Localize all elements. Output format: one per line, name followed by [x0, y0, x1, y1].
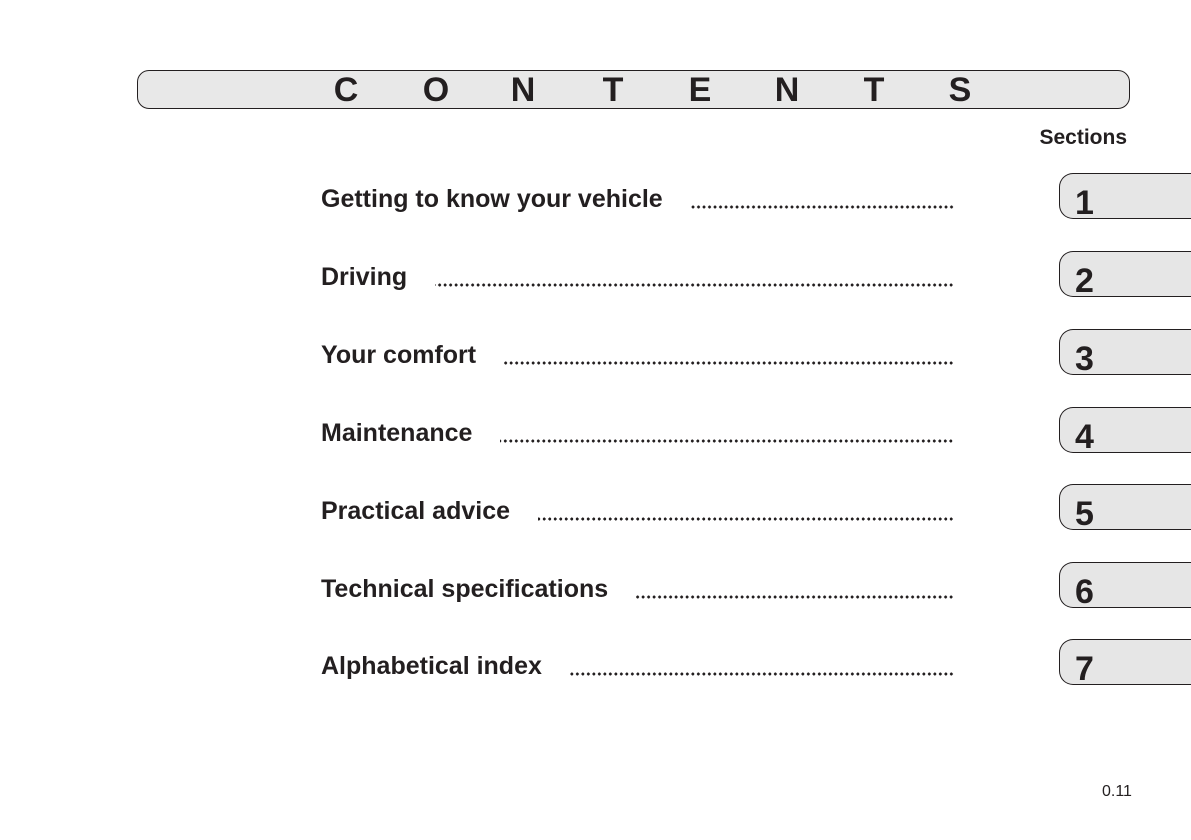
section-tab-number: 7: [1075, 650, 1094, 688]
banner-letter: N: [774, 71, 800, 109]
dot-leader: [538, 517, 954, 521]
toc-entry-title: Alphabetical index: [321, 652, 542, 680]
section-tab-number: 4: [1075, 418, 1094, 456]
toc-entry-title: Technical specifications: [321, 575, 609, 603]
banner-letter: O: [422, 71, 450, 109]
dot-leader: [435, 283, 954, 287]
section-tab-number: 6: [1075, 573, 1094, 611]
section-tab-number: 3: [1075, 340, 1094, 378]
toc-entry-title: Getting to know your vehicle: [321, 185, 663, 213]
banner-letter: S: [948, 71, 972, 109]
section-tab-5[interactable]: [1059, 484, 1191, 533]
section-tab-4[interactable]: [1059, 407, 1191, 456]
section-tab-2[interactable]: [1059, 251, 1191, 300]
dot-leader: [691, 205, 954, 209]
banner-letter: T: [863, 71, 885, 109]
dot-leader: [500, 439, 954, 443]
section-tab-3[interactable]: [1059, 329, 1191, 378]
banner-letter: C: [333, 71, 359, 109]
section-tab-number: 2: [1075, 262, 1094, 300]
sections-heading: Sections: [1039, 126, 1127, 149]
dot-leader: [636, 595, 954, 599]
toc-entry-driving[interactable]: [321, 262, 954, 294]
toc-entry-technical-specifications[interactable]: [321, 574, 954, 606]
contents-banner: [137, 70, 1130, 109]
page-number: 0.11: [1102, 783, 1132, 800]
banner-letter: E: [688, 71, 712, 109]
dot-leader: [570, 672, 954, 676]
toc-entry-title: Your comfort: [321, 341, 477, 369]
section-tab-7[interactable]: [1059, 639, 1191, 688]
section-tab-number: 1: [1075, 184, 1094, 222]
toc-entry-maintenance[interactable]: [321, 418, 954, 450]
section-tab-1[interactable]: [1059, 173, 1191, 222]
section-tab-number: 5: [1075, 495, 1094, 533]
toc-entry-your-comfort[interactable]: [321, 340, 954, 372]
toc-entry-title: Driving: [321, 263, 408, 291]
dot-leader: [504, 361, 954, 365]
banner-letter: T: [602, 71, 624, 109]
toc-entry-getting-to-know[interactable]: [321, 184, 954, 216]
toc-entry-alphabetical-index[interactable]: [321, 651, 954, 683]
banner-letter: N: [510, 71, 536, 109]
toc-entry-title: Maintenance: [321, 419, 473, 447]
toc-entry-practical-advice[interactable]: [321, 496, 954, 528]
section-tab-6[interactable]: [1059, 562, 1191, 611]
toc-entry-title: Practical advice: [321, 497, 511, 525]
